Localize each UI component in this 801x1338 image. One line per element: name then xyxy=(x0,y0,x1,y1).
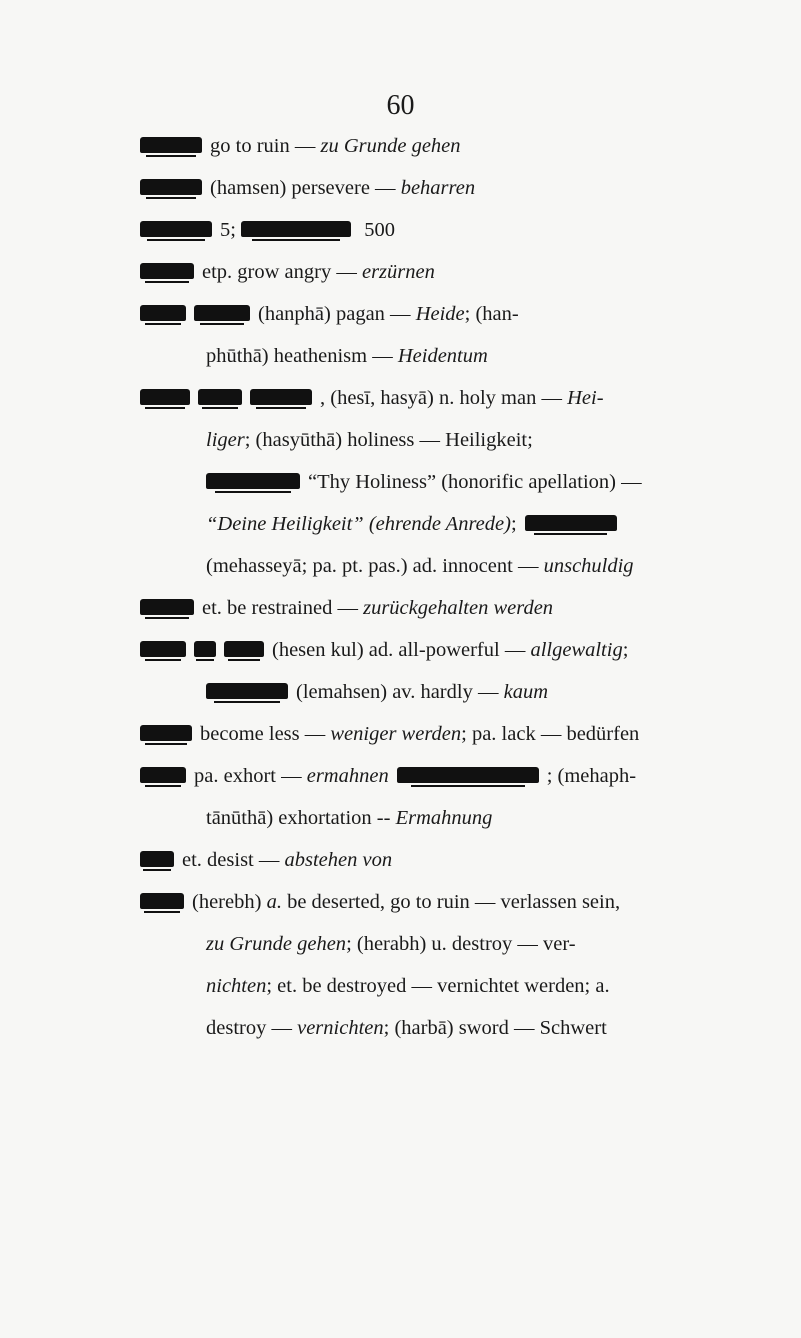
entry-continuation: tānūthā) exhortation -- Ermahnung xyxy=(206,807,493,829)
entry-continuation: “Thy Holiness” (honorific apellation) — xyxy=(140,461,680,503)
entry-continuation: (mehasseyā; pa. pt. pas.) ad. innocent — unschuldig xyxy=(206,555,634,577)
entry-line: become less — weniger werden; pa. lack — bedürfen xyxy=(140,713,680,755)
entry-line: (hamsen) persevere — beharren xyxy=(140,167,680,209)
syriac-form xyxy=(224,641,264,657)
entry-line: et. be restrained — zurückgehalten werden xyxy=(140,587,680,629)
entry-continuation: destroy — vernichten; (harbā) sword — Schwert xyxy=(206,1017,607,1039)
entry-continuation: nichten; et. be destroyed — vernichtet werden; a. xyxy=(206,975,610,997)
syriac-headword xyxy=(140,179,202,195)
syriac-form xyxy=(397,767,539,783)
syriac-form xyxy=(194,305,250,321)
syriac-headword xyxy=(140,389,190,405)
syriac-headword xyxy=(140,221,212,237)
syriac-form xyxy=(198,389,242,405)
entry-line: et. desist — abstehen von xyxy=(140,839,680,881)
entry-line: pa. exhort — ermahnen ; (mehaph- xyxy=(140,755,680,797)
entry-continuation: phūthā) heathenism — Heidentum xyxy=(206,345,488,367)
syriac-headword xyxy=(140,641,186,657)
dictionary-entries xyxy=(140,125,680,1049)
entry-line: 5; 500 xyxy=(140,209,680,251)
syriac-headword xyxy=(140,305,186,321)
syriac-number-word xyxy=(241,221,351,237)
syriac-form xyxy=(206,473,300,489)
syriac-headword xyxy=(140,137,202,153)
syriac-form xyxy=(250,389,312,405)
syriac-headword xyxy=(140,893,184,909)
page-number: 60 xyxy=(386,90,415,121)
syriac-form xyxy=(194,641,216,657)
syriac-headword xyxy=(140,851,174,867)
syriac-form xyxy=(206,683,288,699)
entry-continuation: liger; (hasyūthā) holiness — Heiligkeit; xyxy=(206,429,533,451)
entry-line: go to ruin — zu Grunde gehen xyxy=(140,125,680,167)
syriac-headword xyxy=(140,725,192,741)
syriac-headword xyxy=(140,599,194,615)
syriac-headword xyxy=(140,263,194,279)
entry-continuation: (lemahsen) av. hardly — kaum xyxy=(140,671,680,713)
entry-continuation: zu Grunde gehen; (herabh) u. destroy — ver- xyxy=(206,933,576,955)
entry-line: (hesen kul) ad. all-powerful — allgewaltig; xyxy=(140,629,680,671)
entry-line: (herebh) a. be deserted, go to ruin — verlassen sein, xyxy=(140,881,680,923)
syriac-form xyxy=(525,515,617,531)
entry-continuation: “Deine Heiligkeit” (ehrende Anrede); xyxy=(140,503,680,545)
syriac-headword xyxy=(140,767,186,783)
entry-line: (hanphā) pagan — Heide; (han- xyxy=(140,293,680,335)
entry-line: , (hesī, hasyā) n. holy man — Hei- xyxy=(140,377,680,419)
entry-line: etp. grow angry — erzürnen xyxy=(140,251,680,293)
